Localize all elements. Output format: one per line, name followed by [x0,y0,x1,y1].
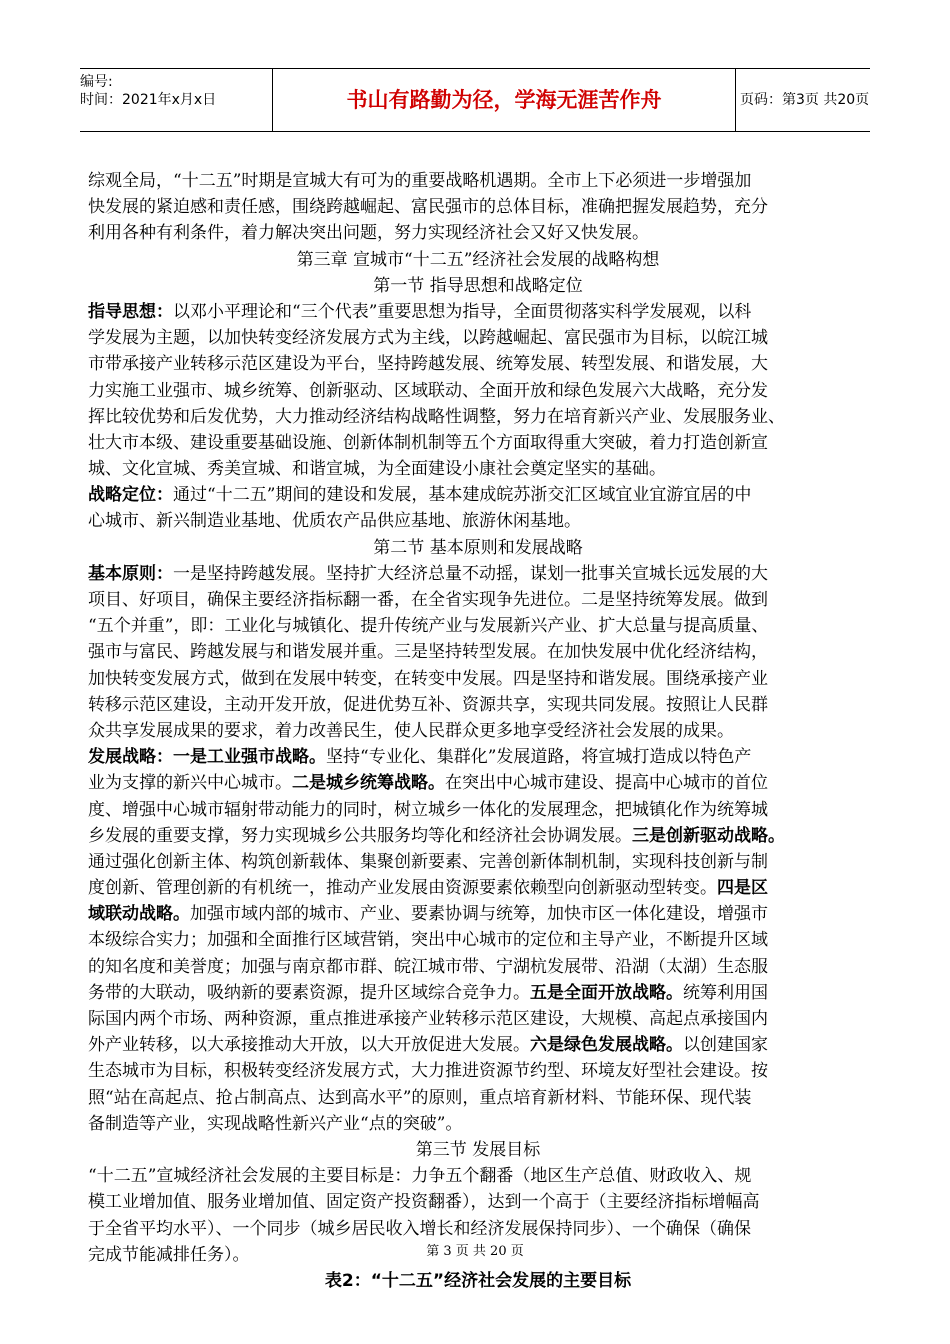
section-title: 第一节 指导思想和战略定位 [373,275,583,296]
strategies-label: 发展战略： [88,747,173,768]
document-body [88,168,868,1294]
header-page-info: 页码：第3页 共20页 [740,92,870,108]
paragraph-line: “十二五”宣城经济社会发展的主要目标是：力争五个翻番（地区生产总值、财政收入、规 [88,1166,752,1187]
strategy-6-label: 六是绿色发展战略。 [530,1035,683,1056]
strategy-4-label: 四是区 [717,878,768,899]
paragraph-line: 壮大市本级、建设重要基础设施、创新体制机制等五个方面取得重大突破，着力打造创新宣 [88,432,768,453]
paragraph-line: 加快转变发展方式，做到在发展中转变，在转变中发展。四是坚持和谐发展。围绕承接产业 [88,668,768,689]
text-run: 坚持“专业化、集群化”发展道路，将宣城打造成以特色产 [326,747,752,768]
section-title: 第二节 基本原则和发展战略 [373,537,583,558]
paragraph-line: 生态城市为目标，积极转变经济发展方式，大力推进资源节约型、环境友好型社会建设。按 [88,1061,768,1082]
paragraph-line: 际国内两个市场、两种资源，重点推进承接产业转移示范区建设，大规模、高起点承接国内 [88,1009,768,1029]
text-run: 以邓小平理论和“三个代表”重要思想为指导，全面贯彻落实科学发展观，以科 [173,301,752,322]
section-title: 第三节 发展目标 [415,1139,541,1160]
paragraph-line [88,875,868,901]
text-run: 一是坚持跨越发展。坚持扩大经济总量不动摇，谋划一批事关宣城长远发展的大 [173,563,768,584]
paragraph-line: 通过强化创新主体、构筑创新载体、集聚创新要素、完善创新体制机制，实现科技创新与制 [88,851,768,872]
document-number-label: 编号: [80,74,113,90]
text-run: 乡发展的重要支撑，努力实现城乡公共服务均等化和经济社会协调发展。 [88,825,632,846]
positioning-label: 战略定位： [88,485,173,506]
text-run: 业为支撑的新兴中心城市。 [88,773,292,794]
strategy-5-label: 五是全面开放战略。 [530,982,683,1003]
paragraph-line: 快发展的紧迫感和责任感，围绕跨越崛起、富民强市的总体目标，准确把握发展趋势，充分 [88,197,768,218]
paragraph-line: 挥比较优势和后发优势，大力推动经济结构战略性调整，努力在培育新兴产业、发展服务业、 [88,406,785,427]
paragraph-line: 照“站在高起点、抢占制高点、达到高水平”的原则，重点培育新材料、节能环保、现代装 [88,1087,752,1108]
table-title: 表2：“十二五”经济社会发展的主要目标 [324,1270,632,1291]
text-run: 务带的大联动，吸纳新的要素资源，提升区域综合竞争力。 [88,982,530,1003]
paragraph-line: 利用各种有利条件，着力解决突出问题，努力实现经济社会又好又快发展。 [88,223,649,244]
chapter-title: 第三章 宣城市“十二五”经济社会发展的战略构想 [296,249,660,270]
paragraph-line: 备制造等产业，实现战略性新兴产业“点的突破”。 [88,1113,463,1134]
paragraph-line [88,980,868,1006]
text-run: 以创建国家 [683,1035,768,1056]
paragraph-line: 学发展为主题，以加快转变经济发展方式为主线，以跨越崛起、富民强市为目标，以皖江城 [88,328,768,349]
paragraph-line: 众共享发展成果的要求，着力改善民生，使人民群众更多地享受经济社会发展的成果。 [88,720,734,741]
paragraph-line: 市带承接产业转移示范区建设为平台，坚持跨越发展、统筹发展、转型发展、和谐发展，大 [88,354,768,375]
paragraph-line: 的知名度和美誉度；加强与南京都市群、皖江城市带、宁湖杭发展带、沿湖（太湖）生态服 [88,956,768,977]
text-run: 通过“十二五”期间的建设和发展，基本建成皖苏浙交汇区域宜业宜游宜居的中 [173,485,752,506]
guiding-label: 指导思想： [88,301,173,322]
paragraph-line: 完成节能减排任务）。 [88,1244,250,1265]
paragraph-line: 度、增强中心城市辐射带动能力的同时，树立城乡一体化的发展理念，把城镇化作为统筹城 [88,799,768,820]
paragraph-line: 于全省平均水平）、一个同步（城乡居民收入增长和经济发展保持同步）、一个确保（确保 [88,1218,751,1239]
text-run: 加强市域内部的城市、产业、要素协调与统筹，加快市区一体化建设，增强市 [190,904,768,925]
strategy-4-label-cont: 域联动战略。 [88,904,190,925]
paragraph-line [88,823,868,849]
paragraph-line [88,744,868,770]
page-footer: 第 3 页 共 20 页 [426,1244,524,1259]
paragraph-line: 模工业增加值、服务业增加值、固定资产投资翻番），达到一个高于（主要经济指标增幅高 [88,1192,760,1213]
paragraph-line: 心城市、新兴制造业基地、优质农产品供应基地、旅游休闲基地。 [88,511,581,532]
text-run: 外产业转移，以大承接推动大开放，以大开放促进大发展。 [88,1035,530,1056]
paragraph-line: 力实施工业强市、城乡统筹、创新驱动、区域联动、全面开放和绿色发展六大战略，充分发 [88,380,768,401]
strategy-2-label: 二是城乡统筹战略。 [292,773,445,794]
paragraph-line [88,1032,868,1058]
header-motto: 书山有路勤为径，学海无涯苦作舟 [272,69,736,131]
text-run: 统筹利用国 [683,982,768,1003]
paragraph-line [88,901,868,927]
paragraph-line: 转移示范区建设，主动开发开放，促进优势互补、资源共享，实现共同发展。按照让人民群 [88,694,768,715]
paragraph-line [88,299,868,325]
paragraph-line: 项目、好项目，确保主要经济指标翻一番，在全省实现争先进位。二是坚持统筹发展。做到 [88,590,768,610]
paragraph-line: 城、文化宣城、秀美宣城、和谐宣城，为全面建设小康社会奠定坚实的基础。 [88,459,666,480]
header-meta [80,69,272,135]
paragraph-line: “五个并重”，即：工业化与城镇化、提升传统产业与发展新兴产业、扩大总量与提高质量、 [88,616,769,637]
document-time-label: 时间：2021年x月x日 [80,92,217,108]
paragraph-line [88,561,868,587]
principles-label: 基本原则： [88,563,173,584]
paragraph-line: 本级综合实力；加强和全面推行区域营销，突出中心城市的定位和主导产业，不断提升区域 [88,930,768,951]
paragraph-line [88,482,868,508]
paragraph-line [88,770,868,796]
paragraph-line: 强市与富民、跨越发展与和谐发展并重。三是坚持转型发展。在加快发展中优化经济结构， [88,642,768,663]
text-run: 在突出中心城市建设、提高中心城市的首位 [445,773,768,794]
text-run: 度创新、管理创新的有机统一，推动产业发展由资源要素依赖型向创新驱动型转变。 [88,878,717,899]
paragraph-line: 综观全局，“十二五”时期是宣城大有可为的重要战略机遇期。全市上下必须进一步增强加 [88,171,752,191]
strategy-3-label: 三是创新驱动战略。 [632,825,785,846]
strategy-1-label: 一是工业强市战略。 [173,747,326,768]
page-header [80,68,870,132]
